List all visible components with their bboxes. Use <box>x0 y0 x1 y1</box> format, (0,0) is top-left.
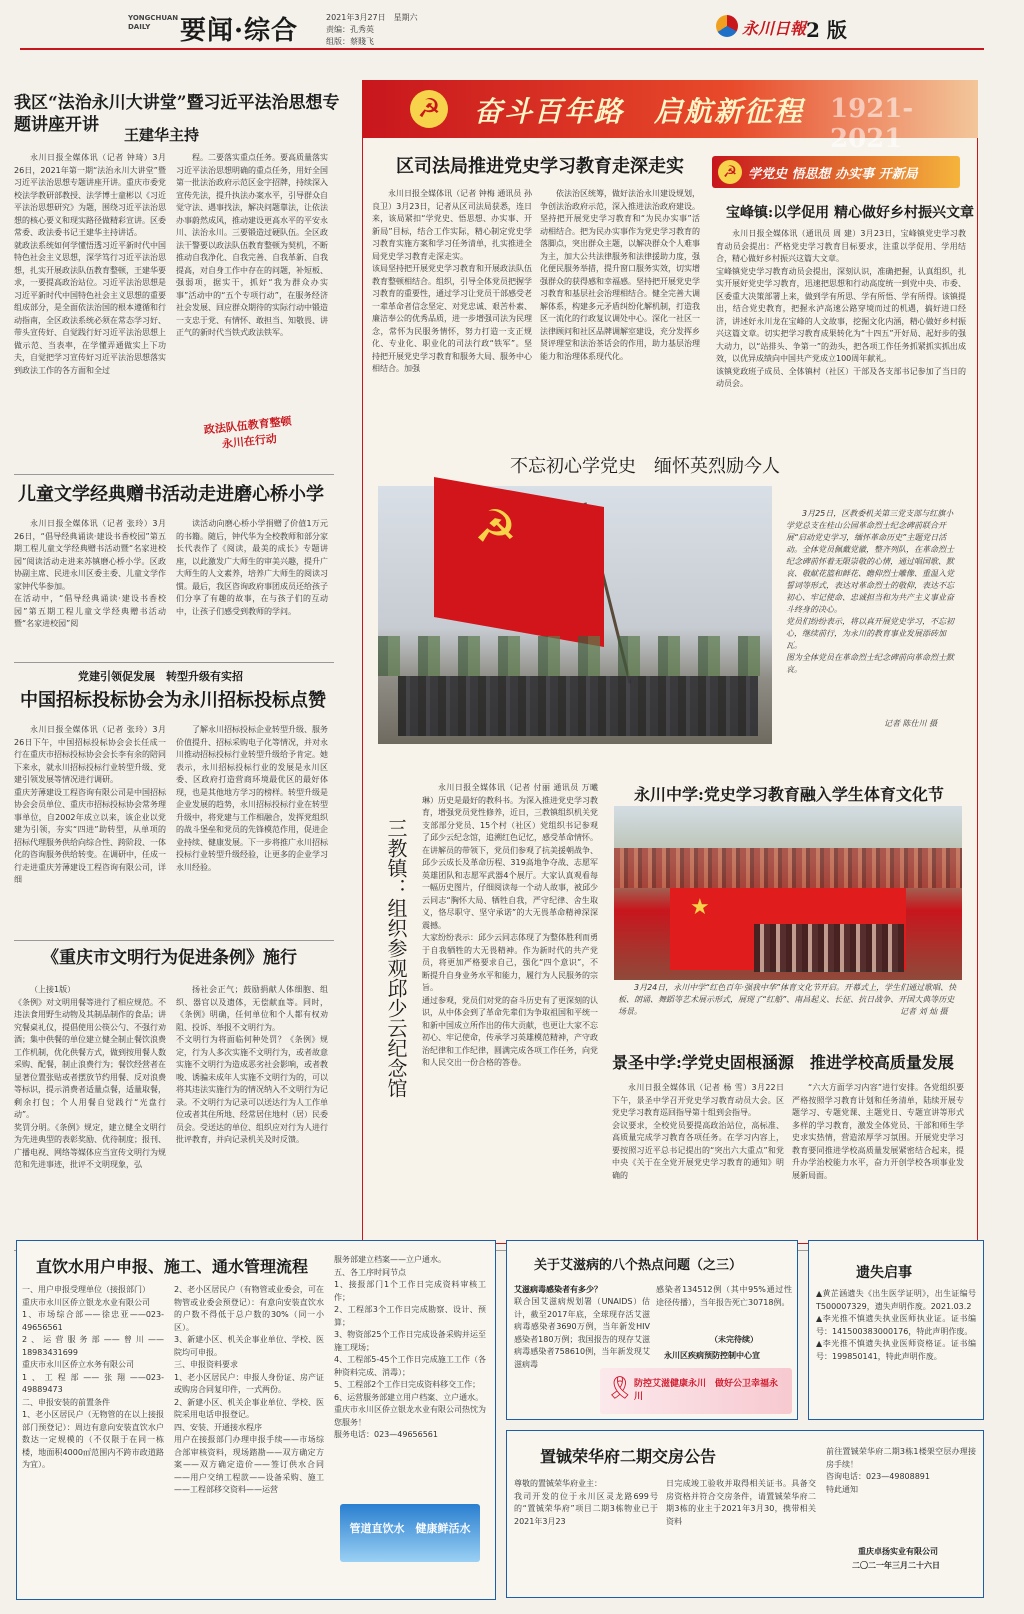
ad2-more: （未完待续） <box>710 1335 758 1344</box>
ad4-signer: 重庆卓扬实业有限公司 <box>858 1547 938 1556</box>
b4-caption: 3月24日，永川中学“红色百年·强我中华”体育文化节开启。开幕式上，学生们通过歌唱、快板、朗诵、舞蹈等艺术展示形式，展现了“红船”、南昌起义、长征、抗日战争、开国大典等历史场景。 <box>618 983 957 1016</box>
ad2-title: 关于艾滋病的八个热点问题（之三） <box>534 1258 743 1273</box>
p1-caption <box>786 508 956 712</box>
a3-col1-text: 永川日报全媒体讯（记者 张玲）3月26日下午，中国招标投标协会会长任成一行在重庆市招标投标协会会长李有余的陪同下来永，就永川招标投标行业转型升级、党建引领发展等情况进行调研。 重庆芳薄建设工程咨询有限公司是中国招标协会会员单位、重庆市招标投标协会常务理事单位，自2002年成立以来，该企业以党建为引领，夯实“四进”助转型，从单项的招标代理服务供给向综合性、跨阶段、一体化的咨询服务供给转变。在调研中，任成一行走进重庆芳薄建设工程咨询有限公司，详细 <box>14 725 166 884</box>
a1-body-col2 <box>176 152 328 416</box>
ad1-title: 直饮水用户申报、施工、通水管理流程 <box>36 1257 309 1276</box>
a2-body-col1 <box>14 518 166 656</box>
b1-col2-text: 依法治区统筹，做好法治永川建设规划，争创法治政府示范，深入推进法治政府建设。坚持把开展党史学习教育和“为民办实事”活动相结合。把为民办实事作为党史学习教育的落脚点，突出群众主题，以解决群众个人难事为主，加大公共法律服务和法律援助力度，强化便民服务举措，提升窗口服务实效，切实增强群众的获得感和幸福感。坚持把开展党史学习教育和基层社会治理相结合。健全完善大调解体系，构建多元矛盾纠纷化解机制，打造我区一流化的行政复议调处中心。深化一社区一法律顾问和社区品牌调解室建设，充分发挥乡贤评理堂和法治茶话会的作用，助力基层治理能力和治理体系现代化。 <box>540 189 700 361</box>
ad3-text: ▲黄芷涵遗失《出生医学证明》，出生证编号T500007329，遗失声明作废。2021.03.2 ▲李光推不慎遗失执业医师执业证。证书编号：141500383000176，特此声明作废。 ▲李光推不慎遗失执业医师资格证。证书编号：199850141，特此声明作废。 <box>816 1289 976 1361</box>
students <box>754 924 904 972</box>
ad4-col3 <box>826 1446 976 1526</box>
ad2-banner <box>600 1368 792 1414</box>
p1-photo <box>378 486 772 744</box>
ad3-title: 遗失启事 <box>856 1265 912 1281</box>
a1-subtitle: 王建华主持 <box>124 126 200 144</box>
a3-body-col2 <box>176 724 328 936</box>
b4-title: 永川中学:党史学习教育融入学生体育文化节 <box>634 785 944 804</box>
special-banner <box>362 80 978 154</box>
a1-body-col1 <box>14 152 166 464</box>
ad1-banner-text: 管道直饮水 健康鲜活水 <box>349 1522 471 1535</box>
ad2-col2 <box>656 1284 792 1332</box>
party-flag: ☭ <box>434 477 604 647</box>
ad4-title: 置铖荣华府二期交房公告 <box>540 1447 717 1466</box>
a2-col2-text: 读活动向磨心桥小学捐赠了价值1万元的书籍。随后，钟代华为全校教师和部分家长代表作了《阅读，最美的成长》专题讲座，以此激发广大师生的审美兴趣，提升广大师生的人文素养，培养广大师生的阅读习惯。最后，我区咨询政府事团成员还给孩子们分享了有趣的故事，在与孩子们的互动中，让孩子们感受到教师的学问。 <box>176 519 328 616</box>
party-emblem-icon: ☭ <box>718 160 742 184</box>
ad1-col1-text: 一、用户申报受理单位（接报部门） 重庆市永川区侨立银龙水业有限公司 1、市场综合部——徐忠亚——023-49656561 2、运营服务部——曾川——18983431699 重庆市永川区侨立水务有限公司 1、工程部——张翔——023-49889473 二、申报安装的前置条件 1、老小区居民户（无物管的在以上接报部门预登记）：周边有意向安装直饮水户数达一定规模的（不仅限于在同一栋楼，地面积4000㎡范围内不跨市政道路为宜）。 <box>22 1285 164 1469</box>
divider <box>14 940 334 941</box>
stamp-line-2: 永川在行动 <box>221 432 278 451</box>
b1-body-col1 <box>372 188 532 432</box>
issue-date: 2021年3月27日 星期六 <box>326 13 418 22</box>
p1-caption-text: 3月25日，区教委机关第三党支部与红旗小学党总支在桂山公园革命烈士纪念碑前联合开展“启动党史学习，缅怀革命历史”主题党日活动。全体党员佩戴党徽，整齐列队，在革命烈士纪念碑前怀着无限崇敬的心情，通过唱国歌、默哀、敬献花篮和鲜花、瞻仰烈士雕像、重温入党誓词等形式，表达对革命烈士的敬仰，表达不忘初心、牢记使命、忠诚担当和为共产主义事业奋斗终身的决心。 党员们纷纷表示，将以真开展党史学习，不忘初心，继续前行，为永川的教育事业发展添砖加瓦。 图为全体党员在革命烈士纪念碑前向革命烈士默哀。 <box>786 509 954 674</box>
b1-body-col2 <box>540 188 700 432</box>
b2-banner-text: 学党史 悟思想 办实事 开新局 <box>748 167 918 182</box>
b5-col2-text: “六大方面学习内容”进行安排。各党组织要严格按照学习教育计划和任务清单，陆续开展专题学习、专题党课、主题党日、专题宣讲等形式多样的学习教育，激发全体党员、干部和师生学史求实热情，营造浓厚学习氛围。开展党史学习教育要同推进学校高质量发展紧密结合起来，提升办学治校能力水平，奋力开创学校各项事业发展新局面。 <box>792 1083 964 1180</box>
ad4-col2 <box>666 1478 816 1568</box>
ad1-col3-text: 服务部建立档案——立户通水。 五、各工序时间节点 1、接报部门1个工作日完成资料审核工作； 2、工程部3个工作日完成勘察、设计、预算； 3、物资部25个工作日完成设备采购并运至施工现场； 4、工程部5-45个工作日完成施工工作（各种资料完成、消毒）； 5、工程部2个工作日完成资料移交工作； 6、运营服务部建立用户档案、立户通水。 重庆市永川区侨立银龙水业有限公司热忱为您服务！ 服务电话：023—49656561 <box>334 1255 486 1439</box>
a1-col2-text: 程。二要落实重点任务。要高质量落实习近平法治思想明确的重点任务，用好全国第一批法治政府示范区金字招牌，持续深入宣传先法，提升执法办案水平，引导群众自觉守法、遇事找法，解决问题靠法，让依法办事蔚然成风，推动建设更高水平的平安永川、法治永川。三要锻造过硬队伍。全区政法干警要以政法队伍教育整顿为契机，不断推动自我净化、自我完善、自我革新、自我提高，对自身工作中存在的问题，补短板、强弱项，据实干，抓好“我为群众办实事”活动中的“五个专项行动”，在服务经济社会发展、回应群众期待的实际行动中锻造一支忠于党、有情怀、敢担当、知敬畏、讲正气的新时代当铁式政法铁军。 <box>176 153 328 337</box>
a3-title: 中国招标投标协会为永川招标投标点赞 <box>20 690 326 711</box>
b4-photo-credit: 记者 刘 灿 摄 <box>900 1007 948 1016</box>
b5-title: 景圣中学:学党史固根涵源 推进学校高质量发展 <box>612 1053 954 1072</box>
a4-body-col2 <box>176 984 328 1232</box>
ad2-org: 永川区疾病预防控制中心宣 <box>664 1351 760 1360</box>
a3-col2-text: 了解永川招标投标企业转型升级、服务价值提升、招标采购电子化等情况，并对永川推动招标投标行业转型升级给予肯定。她表示，永川招标投标行业的发展是永川区委、区政府打造营商环境最优区的最好体现，也是其他地方学习的榜样。转型升级是企业发展的趋势，永川招标投标行业在转型升级中，将党建与工作相融合，发挥党组织的战斗堡垒和党员的先锋模范作用，促进企业持续、健康发展。下一步将推广永川招标投标行业转型升级经验，让更多的企业学习永川经验。 <box>176 725 328 872</box>
section-title: 要闻·综合 <box>180 16 299 46</box>
ad3-body <box>816 1288 976 1414</box>
b3-text: 永川日报全媒体讯（记者 付丽 通讯员 万曦琳）历史是最好的教科书。为深入推进党史学习教育，增强党员党性修养，近日，三教镇组织机关党支部部分党员、15个村（社区）党组织书记参观了邱少云纪念馆，追溯红色记忆，感受革命情怀。 在讲解员的带领下，党员们参观了抗美援朝战争、邱少云成长及革命历程、319高地争夺战、志愿军英雄团队和志愿军武器4个展厅。大家认真观看每一幅历史图片，仔细阅读每一个动人故事，被邱少云同志“胸怀大局、牺牲自我，严守纪律、舍生取义，恪尽职守、坚守承诺”的大无畏革命精神深深震撼。 大家纷纷表示：邱少云同志体现了为整体胜利而勇于自我牺牲的大无畏精神。作为新时代的共产党员，将更加严格要求自己，强化“四个意识”，不断提升自身业务水平和能力，履行为人民服务的宗旨。 通过参观，党员们对党的奋斗历史有了更深刻的认识，从中体会到了革命先辈们为争取祖国和平统一和新中国成立所作出的伟大贡献，也更让大家不忘初心、牢记使命，传承学习英雄模范精神，产守政治纪律和工作纪律，圆满完成各项工作任务，向党和人民交出一份合格的答卷。 <box>422 783 598 1067</box>
stadium-crowd <box>614 848 962 888</box>
special-banner-years: 1921-2021 <box>830 94 914 154</box>
b1-col1-text: 永川日报全媒体讯（记者 钟梅 通讯员 孙良卫）3月23日，记者从区司法局获悉，连日来，该局紧扣“学党史、悟思想、办实事、开新局”目标，结合工作实际，精心制定党史学习教育实施方案和学习任务清单，扎实推进全局党史学习教育走深走实。 该局坚持把开展党史学习教育和开展政法队伍教育整顿相结合。组织，引导全体党员把握学习教育的重要性，通过学习让党员干部感受老一辈革命者信念坚定、对党忠诚、艰苦朴素、廉洁奉公的优秀品质，进一步增强司法为民理念，常怀为民服务情怀，努力打造一支正规化、专业化、职业化的司法行政“铁军”。坚持把开展党史学习教育和服务大局、服务中心相结合。加强 <box>372 189 532 373</box>
ad4-col1-text: 尊敬的置铖荣华府业主： 我司开发的位于永川区灵龙路699号的“置铖荣华府”项目二期3栋物业已于2021年3月23 <box>514 1479 658 1526</box>
a3-body-col1 <box>14 724 166 936</box>
crowd <box>398 676 758 736</box>
a2-title: 儿童文学经典赠书活动走进磨心桥小学 <box>18 484 324 505</box>
a4-body-col1 <box>14 984 166 1232</box>
ad2-col2-text: 感染者134512例（其中95%通过性途径传播），当年报告死亡30718例。 <box>656 1285 792 1307</box>
page-number: 2 版 <box>806 18 847 42</box>
b2-body <box>716 228 966 432</box>
b2-banner <box>712 156 960 188</box>
masthead <box>0 0 1024 52</box>
b3-vertical-title: 三教镇：组织参观邱少云纪念馆 <box>384 818 408 1098</box>
b5-body-col1 <box>612 1082 784 1216</box>
b5-col1-text: 永川日报全媒体讯（记者 杨 雪）3月22日下午，景圣中学召开党史学习教育动员大会。区党史学习教育巡回指导第十组到会指导。 会议要求，全校党员要提高政治站位，高标准、高质量完成学习教育各项任务。在学习内容上，要按照习近平总书记提出的“突出六大重点”和党中央《关于在全党开展党史学习教育的通知》明确的 <box>612 1083 784 1180</box>
a2-col1-text: 永川日报全媒体讯（记者 张玲）3月26日，“倡导经典诵读·建设书香校园”第五期工程儿童文学经典赠书活动暨“名家进校园”阅读活动走进来苏镇磨心桥小学。区政协副主席、民进永川区委主委、儿童文学作家钟代华参加。 在活动中，“倡导经典诵读·建设书香校园”第五期工程儿童文学经典赠书活动暨“名家进校园”阅 <box>14 519 166 628</box>
a4-col1-text: （上接1版） 《条例》对文明用餐等进行了相应规范。不违法食用野生动物及其制品制作的食品；讲究餐桌礼仪，提倡使用公筷公勺、不强行劝酒；集中供餐的单位建立健全制止餐饮浪费工作机制，优化供餐方式，做到按用餐人数采购、配餐，制止浪费行为；餐饮经营者在显著位置张贴或者摆放节约用餐、反对浪费等标识，提示消费者适量点餐，适量取餐，剩余打包；个人用餐自觉践行“光盘行动”。 奖罚分明。《条例》规定，建立健全文明行为先进典型的表彰奖励、优待制度；报刊、广播电视、网络等媒体应当宣传文明行为规范和先进事迹，批评不文明现象，弘 <box>14 985 166 1169</box>
ad1-col1 <box>22 1284 164 1594</box>
a4-title: 《重庆市文明行为促进条例》施行 <box>42 948 297 968</box>
party-emblem-icon: ☭ <box>410 90 448 128</box>
divider <box>14 662 334 663</box>
b5-body-col2 <box>792 1082 964 1216</box>
a4-col2-text: 扬社会正气；鼓励捐献人体细胞、组织、器官以及遗体，无偿献血等。同时，《条例》明确，任何单位和个人都有权劝阻、投诉、举报不文明行为。 不文明行为将面临何种处罚？《条例》规定，行为人多次实施不文明行为，或者故意实施不文明行为造成恶劣社会影响，或者教唆、诱骗未成年人实施不文明行为的，可以将其违法实施行为的情况纳入不文明行为记录。不文明行为记录可以送达行为人工作单位或者其住所地、经常居住地村（居）民委员会。受送达的单位、组织应对行为人进行批评教育，并向记录机关及时反馈。 <box>176 985 328 1144</box>
ad2-banner-text: 防控艾滋健康永川 做好公卫幸福永川 <box>634 1379 779 1402</box>
ad1-col2 <box>174 1284 324 1594</box>
ad4-col2-text: 日完成竣工验收并取得相关证书。具备交房资格并符合交房条件，请置铖荣华府二期3栋的业主于2021年3月30，携带相关资料 <box>666 1479 816 1526</box>
a3-kicker: 党建引领促发展 转型升级有实招 <box>78 670 243 683</box>
divider <box>14 474 334 475</box>
ad4-col3-text: 前往置铖荣华府二期3栋1楼架空层办理接房手续！ 咨询电话：023—49808891 特此通知 <box>826 1447 976 1494</box>
b4-photo <box>614 806 962 980</box>
paper-name: 永川日報 <box>742 19 807 38</box>
special-banner-title: 奋斗百年路 启航新征程 <box>474 95 805 128</box>
ad2-question: 艾滋病毒感染者有多少？ <box>514 1284 602 1294</box>
b2-title: 宝峰镇:以学促用 精心做好乡村振兴文章 <box>726 205 975 221</box>
b2-text: 永川日报全媒体讯（通讯员 周 建）3月23日，宝峰镇党史学习教育动员会提出：严格党史学习教育目标要求，注重以学促用、学用结合，精心做好乡村振兴这篇大文章。 宝峰镇党史学习教育动员会提出，深刻认识，准确把握，认真组织，扎实开展好党史学习教育，迅速把思想和行动高度统一到党中央、市委、区委重大决策部署上来，做到学有所思、学有所悟、学有所得。该镇提出，结合党史教育，把握永泸高速公路穿境而过的机遇，搞好进口经济，讲述好永川龙在宝峰的人文故事，挖掘文化内涵，精心做好乡村振兴这篇文章。切实把学习教育成果转化为“十四五”开好局、起好步的强大动力，以“站排头、争第一”的劲头，把各项工作任务抓紧抓实抓出成效，以优异成绩向中国共产党成立100周年献礼。 该镇党政班子成员、全体镇村（社区）干部及各支部书记参加了当日的动员会。 <box>716 229 966 388</box>
trees <box>378 636 772 676</box>
ad1-col3 <box>334 1254 486 1504</box>
p1-photo-credit: 记者 陈仕川 摄 <box>884 719 938 728</box>
p1-title: 不忘初心学党史 缅怀英烈励今人 <box>510 456 780 477</box>
ad4-date: 二〇二一年三月二十六日 <box>852 1561 940 1570</box>
a2-body-col2 <box>176 518 328 656</box>
editor-credit: 责编：孔秀英 <box>326 25 374 34</box>
ad1-banner <box>340 1504 480 1562</box>
stamp-line-1: 政法队伍教育整顿 <box>203 414 293 437</box>
giant-flag: ★ <box>670 888 906 970</box>
ad2-col1-text: 联合国艾滋病规划署（UNAIDS）估计，截至2017年底，全球现存活艾滋病毒感染者3690万例，当年新发HIV感染者180万例；我国报告的现存艾滋病毒感染者758610例，当年新发现艾滋病毒 <box>514 1297 650 1369</box>
a1-title: 我区“法治永川大讲堂”暨习近平法治思想专题讲座开讲 <box>14 93 340 135</box>
b3-body <box>422 782 598 1226</box>
b1-title: 区司法局推进党史学习教育走深走实 <box>396 156 684 177</box>
red-ribbon-icon: 🎗 <box>606 1376 634 1401</box>
masthead-rule <box>20 48 984 50</box>
daily-en-label: YONGCHUAN DAILY <box>128 14 179 31</box>
layout-credit: 组版：蔡賤飞 <box>326 37 374 46</box>
paper-logo-icon <box>716 15 738 37</box>
ad4-col1 <box>514 1478 658 1568</box>
ad1-col2-text: 2、老小区居民户（有物管或业委会，可在物管或业委会预登记）：有意向安装直饮水的户数不得低于总户数的30%（同一小区）。 3、新建小区、机关企事业单位、学校、医院均可申报。 三、申报资料要求 1、老小区居民户：申报人身份证、房产证或购房合同复印件，一式两份。 2、新建小区、机关企事业单位、学校、医院采用电话申报登记。 四、安装、开通接水程序 用户在接报部门办理申报手续——市场综合部审核资料，现场踏勘——双方确定方案——双方确定造价——签订供水合同——用户交纳工程款——设备采购、施工——工程部移交资料——运营 <box>174 1285 324 1494</box>
a1-col1-text: 永川日报全媒体讯（记者 钟琦）3月26日，2021年第一期“法治永川大讲堂”暨习近平法治思想专题讲座开讲。重庆市委党校法学教研部教授、法学博士童彬以《习近平法治思想研究》为题，围绕习近平法治思想的核心要义和现实路径做精彩宣讲。区委常委、政法委书记王建华主持讲话。 就政法系统如何学懂悟透习近平新时代中国特色社会主义思想，深学笃行习近平法治思想，扎实开展政法队伍教育整顿，王建华要求，一要提高政治站位。习近平法治思想是习近平新时代中国特色社会主义思想的重要组成部分，是全面依法治国的根本遵循和行动指南，全区政法系统必须在常态学习好、带头宣传好、自觉践行好习近平法治思想上做示范、当表率，在学懂弄通做实上下功夫，自觉把学习宣传好习近平法治思想落实到政法工作的各方面和全过 <box>14 153 166 375</box>
a1-campaign-stamp <box>192 412 306 463</box>
